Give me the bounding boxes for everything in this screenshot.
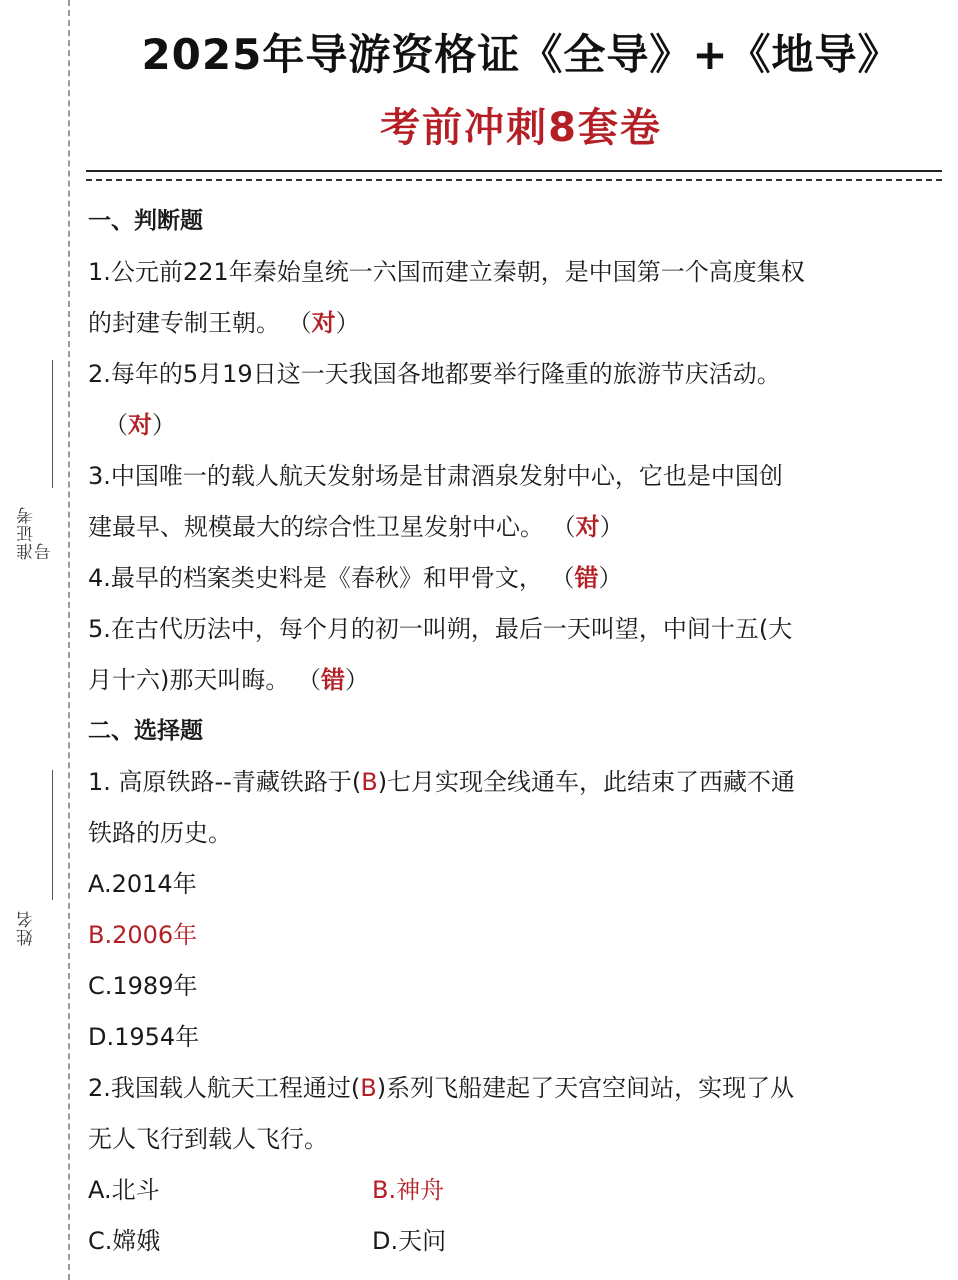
tf-question-4: 4.最早的档案类史料是《春秋》和甲骨文， （错） bbox=[88, 564, 623, 592]
name-field bbox=[14, 770, 58, 950]
tf-question-2-line1: 2.每年的5月19日这一天我国各地都要举行隆重的旅游节庆活动。 bbox=[88, 360, 781, 388]
mc-question-1-option-b: B.2006年 bbox=[88, 921, 198, 949]
tf-question-2-answer: 对 bbox=[128, 411, 152, 439]
mc-question-2-post: )系列飞船建起了天宫空间站，实现了从 bbox=[376, 1074, 795, 1102]
mc-question-1-option-d: D.1954年 bbox=[88, 1023, 200, 1051]
mc-question-2-pre: 2.我国载人航天工程通过( bbox=[88, 1074, 361, 1102]
mc-question-2-option-b: B.神舟 bbox=[372, 1176, 445, 1204]
tf-question-4-answer: 错 bbox=[574, 564, 599, 592]
exam-number-label: 准证考号 bbox=[17, 506, 55, 560]
exam-number-rule bbox=[52, 360, 53, 488]
tf-question-3-line1: 3.中国唯一的载人航天发射场是甘肃酒泉发射中心，它也是中国创 bbox=[88, 462, 783, 490]
binding-dashed-line bbox=[68, 0, 70, 1280]
tf-question-2-line2: （对） bbox=[104, 411, 176, 439]
name-label: 姓名 bbox=[17, 910, 37, 946]
mc-question-2-option-a: A.北斗 bbox=[88, 1176, 160, 1204]
mc-question-2-line2: 无人飞行到载人飞行。 bbox=[88, 1125, 328, 1153]
tf-question-4-text: 4.最早的档案类史料是《春秋》和甲骨文， bbox=[88, 564, 543, 592]
mc-question-1-answer: B bbox=[361, 768, 378, 796]
tf-question-1-text: 的封建专制王朝。 bbox=[88, 309, 280, 337]
mc-question-2-option-d: D.天问 bbox=[372, 1227, 447, 1255]
exam-number-field bbox=[14, 360, 58, 560]
mc-question-2-options-row1 bbox=[88, 1165, 930, 1216]
tf-question-3-answer: 对 bbox=[575, 513, 600, 541]
mc-question-1-pre: 1. 高原铁路--青藏铁路于( bbox=[88, 768, 362, 796]
name-rule bbox=[52, 770, 53, 900]
mc-question-2-options-row2 bbox=[88, 1216, 930, 1267]
section-heading-multiple-choice: 二、选择题 bbox=[88, 718, 203, 744]
header-dashed-rule bbox=[86, 179, 942, 181]
tf-question-5-answer: 错 bbox=[321, 666, 346, 694]
exam-content bbox=[88, 196, 930, 1267]
header-solid-rule bbox=[86, 170, 942, 172]
mc-question-2-line1 bbox=[88, 1063, 930, 1114]
mc-question-2-answer: B bbox=[360, 1074, 377, 1102]
tf-question-1-line2: 的封建专制王朝。 （对） bbox=[88, 309, 360, 337]
tf-question-1-line1: 1.公元前221年秦始皇统一六国而建立秦朝，是中国第一个高度集权 bbox=[88, 258, 805, 286]
tf-question-3-text: 建最早、规模最大的综合性卫星发射中心。 bbox=[88, 513, 544, 541]
tf-question-5-line2: 月十六)那天叫晦。 （错） bbox=[88, 666, 370, 694]
mc-question-1-option-c: C.1989年 bbox=[88, 972, 198, 1000]
tf-question-1-answer: 对 bbox=[311, 309, 336, 337]
mc-question-1-line2: 铁路的历史。 bbox=[88, 819, 232, 847]
mc-question-2-option-c: C.嫦娥 bbox=[88, 1227, 161, 1255]
section-heading-true-false: 一、判断题 bbox=[88, 208, 203, 234]
tf-question-3-line2: 建最早、规模最大的综合性卫星发射中心。 （对） bbox=[88, 513, 624, 541]
tf-question-5-text: 月十六)那天叫晦。 bbox=[88, 666, 290, 694]
page-subtitle: 考前冲刺8套卷 bbox=[380, 105, 662, 151]
mc-question-1-post: )七月实现全线通车，此结束了西藏不通 bbox=[377, 768, 796, 796]
mc-question-1-line1 bbox=[88, 757, 930, 808]
tf-question-5-line1: 5.在古代历法中，每个月的初一叫朔，最后一天叫望，中间十五(大 bbox=[88, 615, 793, 643]
mc-question-1-option-a: A.2014年 bbox=[88, 870, 197, 898]
page-title: 2025年导游资格证《全导》+《地导》 bbox=[141, 30, 901, 79]
